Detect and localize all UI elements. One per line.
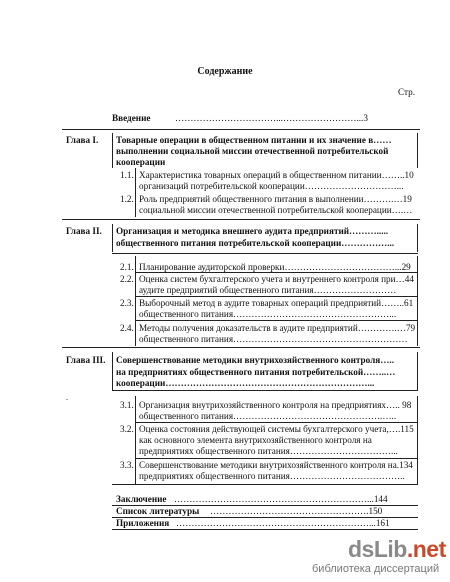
- chapter-3-divider: [112, 390, 418, 391]
- chapter-1-title-line-3: кооперации: [116, 157, 166, 167]
- sections-2-box-right: [417, 256, 418, 346]
- chapter-2-title-line-1: Организация и методика внешнего аудита предприятий……….....: [116, 226, 389, 236]
- section-1-2-line-2: социальной миссии отечественной потребительской кооперации….…: [139, 205, 413, 215]
- section-3-2-line-2: как основного элемента внутрихозяйственного контроля на: [139, 435, 372, 445]
- sections-3-box-right: [417, 396, 418, 484]
- section-2-1-number: 2.1.: [120, 262, 134, 272]
- chapter-3-title-line-2: на предприятиях общественного питания потребительской……..…: [116, 367, 396, 377]
- chapter-2-title-line-2: общественного питания потребительской кооперации……………...: [116, 238, 395, 248]
- chapter-1-number: Глава I.: [66, 135, 99, 145]
- sections-2-row-rule-2: [135, 296, 417, 297]
- sections-3-row-rule-1: [135, 422, 417, 423]
- section-2-3-line-2: общественного питания……………………………………………...: [139, 309, 397, 319]
- dslib-logo: [348, 536, 446, 563]
- sections-2-box-left: [135, 256, 136, 346]
- chapter-2-number: Глава II.: [66, 226, 102, 236]
- chapter-3-box-right: [417, 352, 418, 390]
- page-column-label: Стр.: [398, 87, 416, 97]
- sections-2-row-rule-1: [135, 272, 417, 273]
- chapter-3-number: Глава III.: [66, 355, 106, 365]
- chapter-3-title-line-3: кооперации…………………………………………………………...: [116, 378, 375, 388]
- section-1-1-number: 1.1.: [120, 170, 134, 180]
- section-1-2-number: 1.2.: [120, 194, 134, 204]
- chapter-1-title-line-2: выполнении социальной миссии отечественной потребительской: [116, 146, 389, 156]
- section-3-1-number: 3.1.: [120, 400, 134, 410]
- section-2-2-line-1: Оценка систем бухгалтерского учета и внутреннего контроля при…44: [139, 274, 414, 284]
- ending-rule-3: [112, 529, 418, 530]
- section-3-3-number: 3.3.: [120, 460, 134, 470]
- section-3-2-line-3: предприятиях общественного питания……………………………...: [139, 446, 398, 456]
- section-2-4-number: 2.4.: [120, 323, 134, 333]
- section-3-3-line-1: Совершенствование методики внутрихозяйственного контроля на.134: [139, 460, 413, 470]
- dslib-logo-lib: Lib: [373, 536, 407, 562]
- section-2-3-number: 2.3.: [120, 298, 134, 308]
- chapter-1-divider: [62, 219, 420, 220]
- chapter-2-box-left: [112, 224, 113, 252]
- section-3-3-line-2: предприятиях общественного питания………………………………..: [139, 471, 405, 481]
- chapter-1-box-left: [112, 133, 113, 168]
- section-2-1-line-1: Планирование аудиторской проверки………………………………...29: [139, 262, 411, 272]
- sections-3-row-rule-2: [135, 458, 417, 459]
- ending-rule-2: [112, 517, 418, 518]
- dslib-subtitle: библиотека диссертаций: [312, 563, 440, 575]
- chapter-1-box-right: [417, 133, 418, 168]
- chapter-2-box-right: [417, 224, 418, 252]
- section-3-2-number: 3.2.: [120, 424, 134, 434]
- section-1-1-line-2: организаций потребительской кооперации…………………………...: [139, 181, 404, 191]
- section-2-4-line-1: Методы получения доказательств в аудите предприятий………….…79: [139, 323, 416, 333]
- conclusion-dots: ………………………………………………………...144: [174, 494, 388, 504]
- section-3-2-line-1: Оценка состояния действующей системы бухгалтерского учета,….115: [139, 424, 414, 434]
- section-1-2-line-1: Роль предприятий общественного питания в выполнении……….…19: [139, 194, 412, 204]
- chapter-1-title-line-1: Товарные операции в общественном питании и их значение в……: [116, 135, 392, 145]
- section-2-2-line-2: аудите предприятий общественного питания………………………: [139, 285, 397, 295]
- dslib-logo-net: .net: [406, 536, 446, 562]
- section-3-1-line-1: Организация внутрихозяйственного контроля на предприятиях….. 98: [139, 400, 412, 410]
- sections-1-box-left: [135, 168, 136, 217]
- chapter-3-box-left: [112, 352, 113, 390]
- chapter-3-title-line-1: Совершенствование методики внутрихозяйственного контроля…..: [116, 355, 395, 365]
- bibliography-label: Список литературы: [116, 506, 200, 516]
- stray-dot: .: [66, 393, 68, 402]
- section-1-1-line-1: Характеристика товарных операций в общественном питании……..10: [139, 170, 414, 180]
- chapter-2-divider: [112, 253, 418, 254]
- section-2-4-line-2: общественного питания…………………………………………………: [139, 334, 408, 344]
- bibliography-dots: …………………………………………….150: [210, 506, 383, 516]
- page-title: Содержание: [197, 66, 253, 77]
- section-3-divider: [112, 484, 418, 485]
- ending-rule-1: [112, 505, 418, 506]
- intro-divider: [62, 129, 420, 130]
- conclusion-label: Заключение: [116, 494, 167, 504]
- sections-3-box-left: [135, 396, 136, 484]
- appendices-label: Приложения: [116, 518, 170, 528]
- section-3-1-line-2: общественного питания………………………………………….…..: [139, 411, 397, 421]
- sections-2-row-rule-3: [135, 320, 417, 321]
- appendices-dots: ………………………………………………………...161: [176, 518, 390, 528]
- dslib-logo-ds: ds: [348, 536, 374, 562]
- section-2-divider: [62, 347, 420, 348]
- intro-label: Введение: [112, 113, 151, 123]
- section-2-2-number: 2.2.: [120, 274, 134, 284]
- intro-dots: ……………………………...……………………...3: [175, 113, 368, 123]
- section-2-3-line-1: Выборочный метод в аудите товарных операций предприятий……..61: [139, 298, 414, 308]
